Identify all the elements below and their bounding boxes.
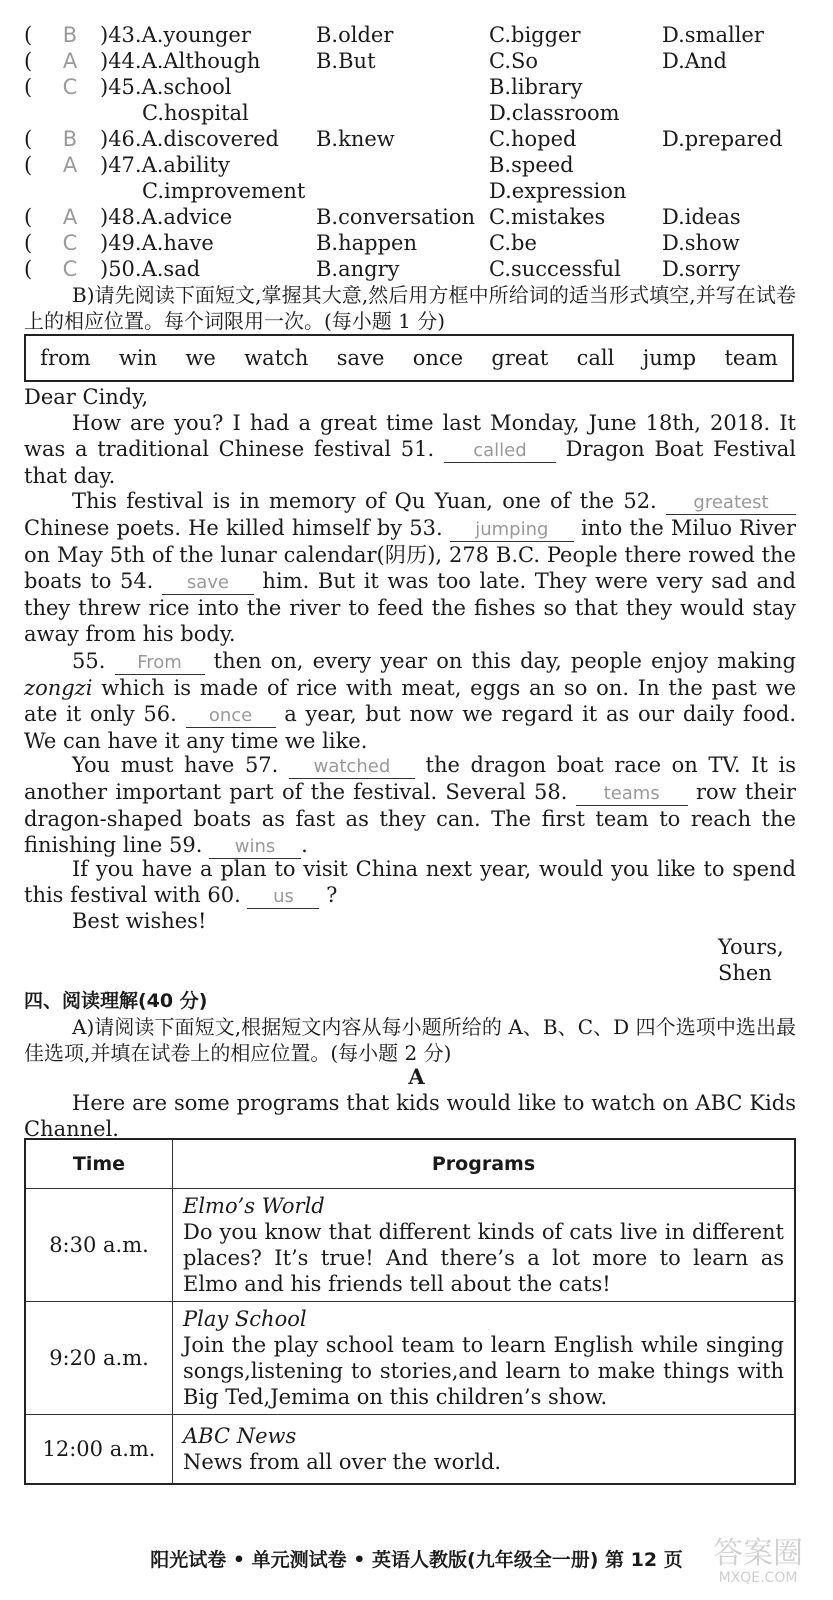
answer-mark: A bbox=[62, 49, 78, 73]
option-a: )46.A.discovered bbox=[100, 127, 279, 151]
option-c: C.be bbox=[489, 231, 537, 255]
answer-blank-52: greatest bbox=[666, 492, 796, 515]
paren: ( bbox=[24, 205, 33, 229]
word-item: we bbox=[185, 346, 216, 370]
letter-greeting: Dear Cindy, bbox=[24, 385, 149, 409]
option-d: D.show bbox=[662, 231, 740, 255]
watermark-text: 答案圈 bbox=[713, 1536, 803, 1571]
program-title: ABC News bbox=[183, 1424, 297, 1448]
answer-mark: A bbox=[62, 153, 78, 177]
answer-blank-55: From bbox=[115, 652, 205, 675]
mc-row-50 bbox=[24, 256, 824, 282]
option-c: C.hospital bbox=[142, 101, 249, 125]
text: into the Miluo River on May 5th of the lunar calendar(阴历), 278 B.C. People there rowed the boats to 54. bbox=[24, 516, 797, 593]
table-header-row bbox=[25, 1139, 795, 1189]
mc-row-48 bbox=[24, 204, 824, 230]
program-description: Do you know that different kinds of cats live in different places? It’s true! And there’s a lot more to learn as Elmo and his friends tell about the cats! bbox=[183, 1220, 784, 1296]
option-b: B.happen bbox=[316, 231, 417, 255]
paren: ( bbox=[24, 75, 33, 99]
text: 55. bbox=[72, 649, 106, 673]
text: which is made of rice with meat, eggs an so on. In the past we ate it only 56. bbox=[24, 676, 796, 726]
word-item: once bbox=[412, 346, 464, 370]
answer-mark: C bbox=[62, 231, 78, 255]
mc-row-46 bbox=[24, 126, 824, 152]
option-c: C.hoped bbox=[489, 127, 577, 151]
answer-mark: C bbox=[62, 75, 78, 99]
text: Dragon Boat Festival that day. bbox=[24, 437, 796, 488]
page-footer: 阳光试卷 • 单元测试卷 • 英语人教版(九年级全一册) 第 12 页 bbox=[150, 1549, 683, 1571]
answer-blank-53: jumping bbox=[450, 519, 574, 542]
header-programs: Programs bbox=[173, 1139, 796, 1189]
text: then on, every year on this day, people enjoy making bbox=[213, 649, 796, 673]
letter-sign-off: Yours, bbox=[718, 935, 784, 959]
option-c: C.successful bbox=[489, 257, 621, 281]
mc-row-44 bbox=[24, 48, 824, 74]
program-description: Join the play school team to learn English while singing songs,listening to stories,and learn to make things with Big Ted,Jemima on this children’s show. bbox=[183, 1333, 784, 1409]
letter-closing: Best wishes! bbox=[72, 909, 207, 933]
letter-paragraph-4 bbox=[24, 752, 796, 859]
watermark-logo bbox=[698, 1538, 818, 1588]
word-item: win bbox=[118, 346, 158, 370]
text: the dragon boat race on TV. It is another important part of the festival. Several 58. bbox=[24, 753, 796, 804]
text: If you have a plan to visit China next year, would you like to spend this festival with 60. bbox=[24, 857, 796, 907]
option-b: B.speed bbox=[489, 153, 574, 177]
program-description: News from all over the world. bbox=[183, 1450, 502, 1474]
option-d: D.smaller bbox=[662, 23, 764, 47]
section-4-heading: 四、阅读理解(40 分) bbox=[24, 990, 208, 1012]
answer-blank-57: watched bbox=[289, 756, 415, 779]
option-a: )48.A.advice bbox=[100, 205, 233, 229]
program-title: Play School bbox=[183, 1307, 307, 1331]
text: . bbox=[301, 833, 308, 857]
option-c: C.So bbox=[489, 49, 539, 73]
option-a: )44.A.Although bbox=[100, 49, 261, 73]
option-d: D.And bbox=[662, 49, 727, 73]
answer-mark: A bbox=[62, 205, 78, 229]
option-d: D.expression bbox=[489, 179, 627, 203]
text: a year, but now we regard it as our daily food. We can have it any time we like. bbox=[24, 702, 797, 753]
option-c: B.library bbox=[489, 75, 583, 99]
option-a: )50.A.sad bbox=[100, 257, 201, 281]
letter-paragraph-3 bbox=[24, 648, 796, 754]
word-item: from bbox=[40, 346, 91, 370]
letter-paragraph-5 bbox=[24, 856, 796, 909]
table-row bbox=[25, 1415, 795, 1485]
program-time: 9:20 a.m. bbox=[25, 1302, 173, 1415]
answer-blank-58: teams bbox=[576, 783, 688, 806]
program-cell bbox=[173, 1189, 796, 1302]
text: This festival is in memory of Qu Yuan, one of the 52. bbox=[72, 489, 657, 513]
option-b: B.knew bbox=[316, 127, 395, 151]
text: row their dragon-shaped boats as fast as they can. The first team to reach the finishing line 59. bbox=[24, 780, 796, 857]
word-box bbox=[24, 334, 794, 382]
text: Chinese poets. He killed himself by 53. bbox=[24, 516, 443, 540]
mc-row-47-cont bbox=[24, 178, 824, 204]
answer-blank-59: wins bbox=[209, 836, 301, 859]
option-a: )47.A.ability bbox=[100, 153, 230, 177]
paren: ( bbox=[24, 257, 33, 281]
mc-row-47 bbox=[24, 152, 824, 178]
word-item: save bbox=[336, 346, 385, 370]
answer-blank-54: save bbox=[162, 572, 254, 595]
paren: ( bbox=[24, 23, 33, 47]
paren: ( bbox=[24, 127, 33, 151]
program-cell bbox=[173, 1302, 796, 1415]
word-item: great bbox=[491, 346, 549, 370]
option-a: )49.A.have bbox=[100, 231, 214, 255]
text: ? bbox=[326, 883, 338, 907]
option-d: D.prepared bbox=[662, 127, 783, 151]
text: him. But it was too late. They were very sad and they threw rice into the river to feed the fishes so that they would stay away from his body. bbox=[24, 569, 796, 646]
letter-paragraph-1 bbox=[24, 410, 796, 489]
text: How are you? I had a great time last Monday, June 18th, 2018. It was a traditional Chinese festival 51. bbox=[24, 411, 796, 461]
option-b: B.But bbox=[316, 49, 376, 73]
watermark-url: MXQE.COM bbox=[718, 1570, 798, 1586]
program-title: Elmo’s World bbox=[183, 1194, 325, 1218]
section-4-instruction: A)请阅读下面短文,根据短文内容从每小题所给的 A、B、C、D 四个选项中选出最佳选项,并填在试卷上的相应位置。(每小题 2 分) bbox=[24, 1015, 796, 1065]
mc-row-43 bbox=[24, 22, 824, 48]
option-c: C.improvement bbox=[142, 179, 306, 203]
word-item: team bbox=[724, 346, 778, 370]
text: You must have 57. bbox=[72, 753, 279, 777]
paren: ( bbox=[24, 49, 33, 73]
answer-blank-51: called bbox=[444, 440, 556, 463]
option-c: C.bigger bbox=[489, 23, 581, 47]
option-d: D.classroom bbox=[489, 101, 620, 125]
answer-mark: B bbox=[62, 127, 78, 151]
option-a: )45.A.school bbox=[100, 75, 232, 99]
option-b: B.angry bbox=[316, 257, 400, 281]
program-cell bbox=[173, 1415, 796, 1485]
table-row bbox=[25, 1302, 795, 1415]
answer-mark: B bbox=[62, 23, 78, 47]
letter-sender: Shen bbox=[718, 961, 772, 985]
paren: ( bbox=[24, 153, 33, 177]
section-b-instruction: B)请先阅读下面短文,掌握其大意,然后用方框中所给词的适当形式填空,并写在试卷上的相应位置。每个词限用一次。(每小题 1 分) bbox=[24, 283, 796, 333]
passage-label: A bbox=[408, 1064, 425, 1089]
mc-row-45 bbox=[24, 74, 824, 100]
word-item: jump bbox=[642, 346, 697, 370]
text: zongzi bbox=[24, 676, 93, 700]
program-time: 12:00 a.m. bbox=[25, 1415, 173, 1485]
header-time: Time bbox=[25, 1139, 173, 1189]
word-item: watch bbox=[244, 346, 309, 370]
answer-blank-60: us bbox=[247, 886, 319, 909]
option-d: D.ideas bbox=[662, 205, 741, 229]
letter-paragraph-2 bbox=[24, 488, 796, 647]
option-b: B.conversation bbox=[316, 205, 475, 229]
option-c: C.mistakes bbox=[489, 205, 606, 229]
passage-intro: Here are some programs that kids would like to watch on ABC Kids Channel. bbox=[24, 1091, 796, 1141]
table-row bbox=[25, 1189, 795, 1302]
answer-blank-56: once bbox=[186, 705, 276, 728]
option-b: B.older bbox=[316, 23, 394, 47]
answer-mark: C bbox=[62, 257, 78, 281]
word-item: call bbox=[576, 346, 615, 370]
option-a: )43.A.younger bbox=[100, 23, 251, 47]
program-table bbox=[24, 1138, 796, 1485]
program-time: 8:30 a.m. bbox=[25, 1189, 173, 1302]
mc-row-49 bbox=[24, 230, 824, 256]
paren: ( bbox=[24, 231, 33, 255]
option-d: D.sorry bbox=[662, 257, 741, 281]
mc-row-45-cont bbox=[24, 100, 824, 126]
